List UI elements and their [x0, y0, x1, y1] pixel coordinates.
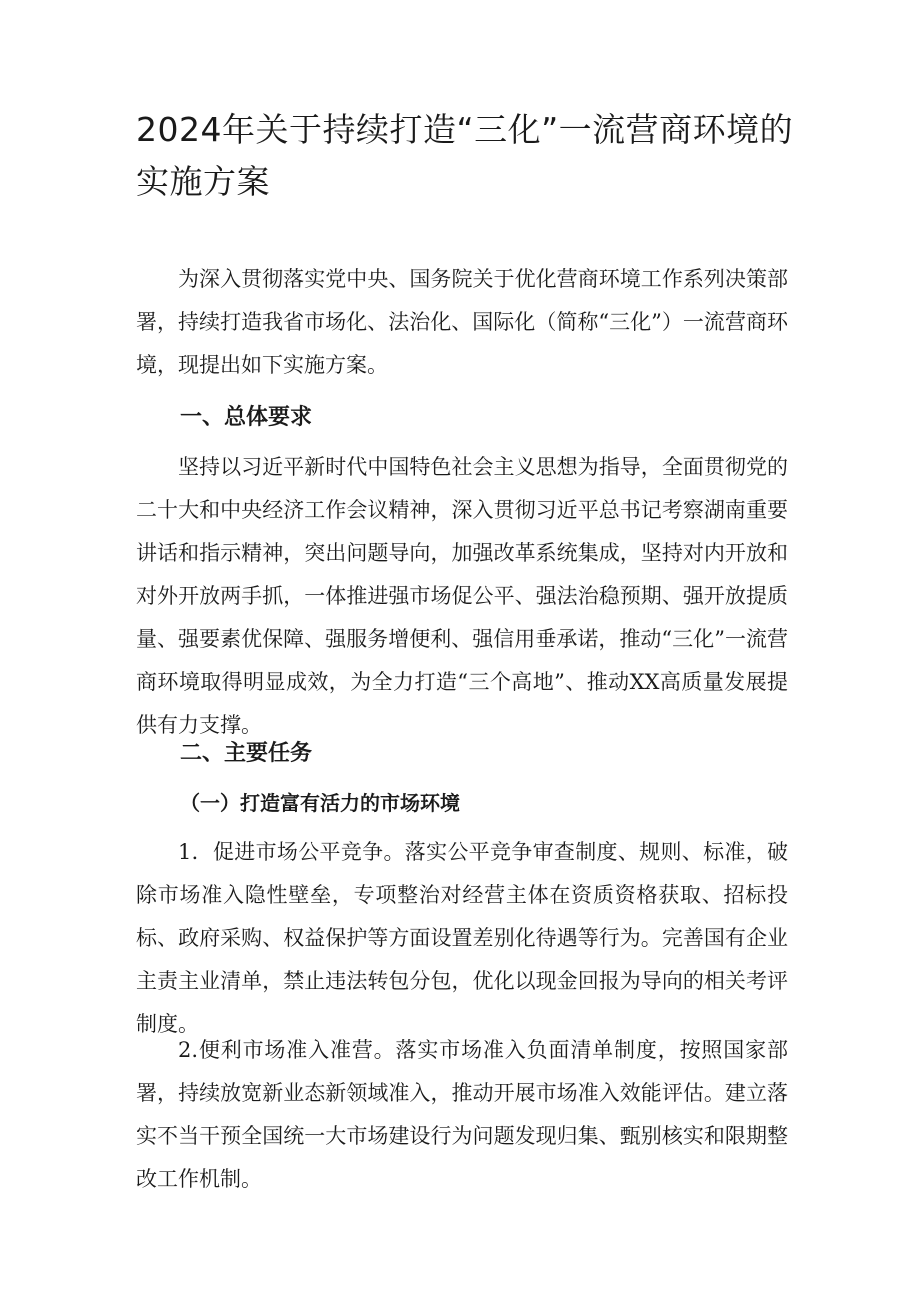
- section1-heading: 一、总体要求: [180, 405, 313, 430]
- section1-paragraph: 坚持以习近平新时代中国特色社会主义思想为指导，全面贯彻党的二十大和中央经济工作会议精神，深入贯彻习近平总书记考察湖南重要讲话和指示精神，突出问题导向，加强改革系统集成，坚持对内开放和对外开放两手抓，一体推进强市场促公平、强法治稳预期、强开放提质量、强要素优保障、强服务增便利、强信用垂承诺，推动“三化”一流营商环境取得明显成效，为全力打造“三个高地”、推动XX高质量发展提供有力支撑。: [136, 455, 788, 737]
- item1-paragraph: 1．促进市场公平竞争。落实公平竞争审查制度、规则、标准，破除市场准入隐性壁垒，专项整治对经营主体在资质资格获取、招标投标、政府采购、权益保护等方面设置差别化待遇等行为。完善国有企业主责主业清单，禁止违法转包分包，优化以现金回报为导向的相关考评制度。: [136, 840, 788, 1036]
- subsection1-heading: （一）打造富有活力的市场环境: [180, 791, 460, 815]
- item2-paragraph: 2.便利市场准入准营。落实市场准入负面清单制度，按照国家部署，持续放宽新业态新领域准入，推动开展市场准入效能评估。建立落实不当干预全国统一大市场建设行为问题发现归集、甄别核实和限期整改工作机制。: [136, 1038, 788, 1191]
- document-title: 2024年关于持续打造“三化”一流营商环境的实施方案: [136, 110, 794, 201]
- intro-paragraph: 为深入贯彻落实党中央、国务院关于优化营商环境工作系列决策部署，持续打造我省市场化、法治化、国际化（简称“三化”）一流营商环境，现提出如下实施方案。: [136, 267, 788, 377]
- section2-heading: 二、主要任务: [180, 741, 313, 766]
